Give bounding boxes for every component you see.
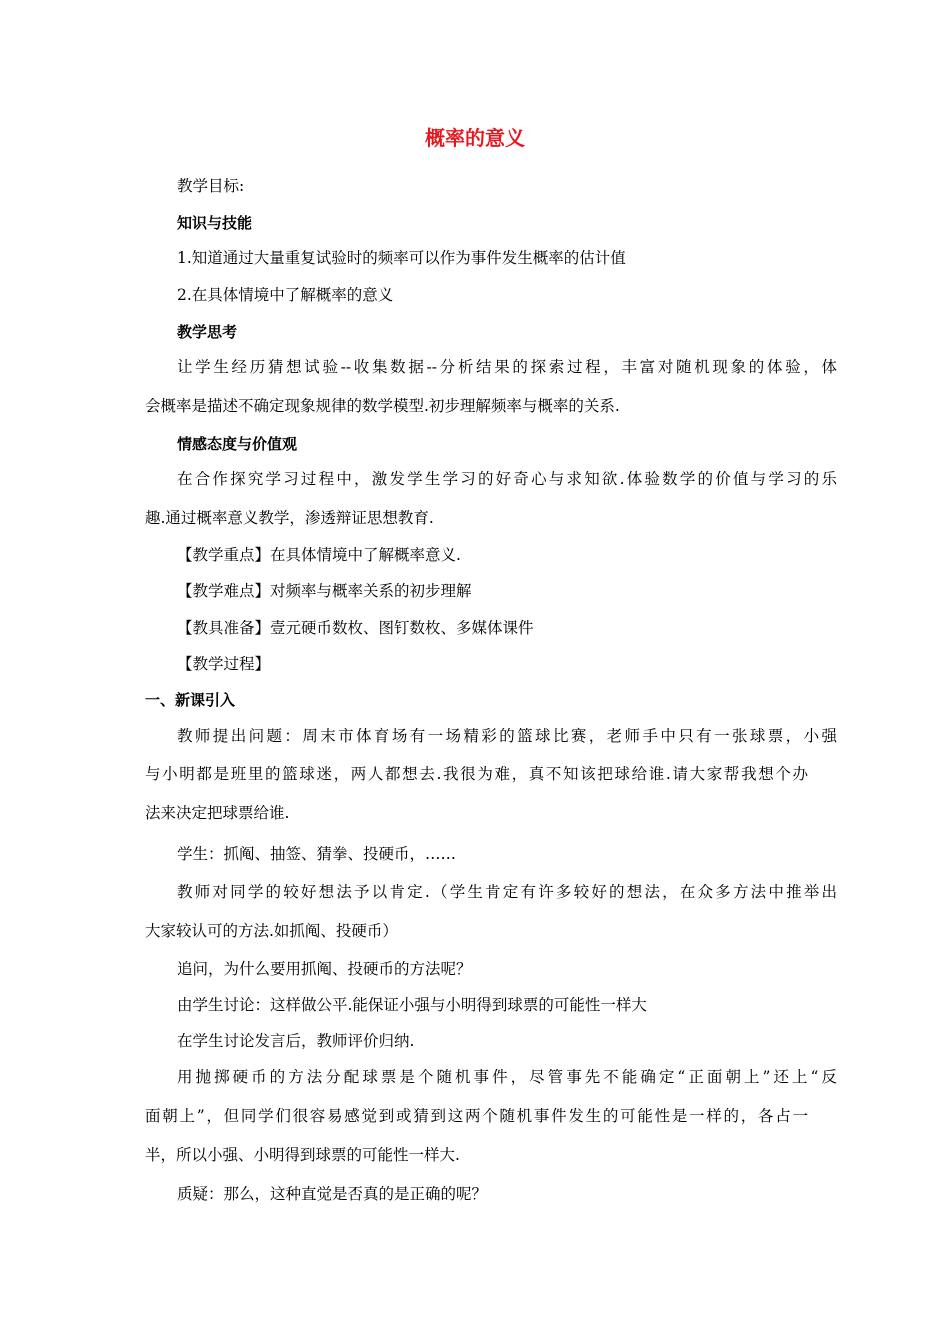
section-heading-intro: 一、新课引入 <box>145 691 236 709</box>
paragraph-line: 追问，为什么要用抓阄、投硬币的方法呢？ <box>177 960 472 978</box>
paragraph-line: 2.在具体情境中了解概率的意义 <box>177 286 394 304</box>
paragraph-line: 大家较认可的方法.如抓阄、投硬币） <box>145 922 398 940</box>
teaching-difficulty: 【教学难点】对频率与概率关系的初步理解 <box>177 582 472 600</box>
paragraph-line: 由学生讨论：这样做公平.能保证小强与小明得到球票的可能性一样大 <box>177 996 647 1014</box>
paragraph-line: 趣.通过概率意义教学，渗透辩证思想教育. <box>145 509 434 527</box>
paragraph-line: 在合作探究学习过程中，激发学生学习的好奇心与求知欲.体验数学的价值与学习的乐 <box>177 470 837 488</box>
paragraph-line: 1.知道通过大量重复试验时的频率可以作为事件发生概率的估计值 <box>177 249 626 267</box>
paragraph-line: 在学生讨论发言后，教师评价归纳. <box>177 1032 415 1050</box>
paragraph-line: 面朝上”，但同学们很容易感觉到或猜到这两个随机事件发生的可能性是一样的，各占一 <box>145 1107 808 1125</box>
paragraph-line: 质疑：那么，这种直觉是否真的是正确的呢？ <box>177 1185 488 1203</box>
teaching-materials: 【教具准备】壹元硬币数枚、图钉数枚、多媒体课件 <box>177 619 534 637</box>
paragraph-line: 教师提出问题：周末市体育场有一场精彩的篮球比赛，老师手中只有一张球票，小强 <box>177 727 837 745</box>
paragraph-line: 会概率是描述不确定现象规律的数学模型.初步理解频率与概率的关系. <box>145 397 620 415</box>
section-heading-attitude: 情感态度与价值观 <box>177 435 298 453</box>
paragraph-line: 让学生经历猜想试验--收集数据--分析结果的探索过程，丰富对随机现象的体验，体 <box>177 358 837 376</box>
teaching-process-label: 【教学过程】 <box>177 655 271 673</box>
paragraph-line: 教师对同学的较好想法予以肯定.（学生肯定有许多较好的想法，在众多方法中推举出 <box>177 883 837 901</box>
paragraph-line: 法来决定把球票给谁. <box>145 804 290 822</box>
page-title: 概率的意义 <box>425 126 525 150</box>
teaching-key-point: 【教学重点】在具体情境中了解概率意义. <box>177 546 461 564</box>
paragraph-line: 半，所以小强、小明得到球票的可能性一样大. <box>145 1146 460 1164</box>
paragraph-line: 用抛掷硬币的方法分配球票是个随机事件，尽管事先不能确定“正面朝上”还上“反 <box>177 1068 837 1086</box>
paragraph-line: 与小明都是班里的篮球迷，两人都想去.我很为难，真不知该把球给谁.请大家帮我想个办 <box>145 765 808 783</box>
teaching-goals-label: 教学目标: <box>177 177 245 195</box>
section-heading-thinking: 教学思考 <box>177 323 238 341</box>
paragraph-line: 学生：抓阄、抽签、猜拳、投硬币，…… <box>177 845 457 863</box>
section-heading-knowledge: 知识与技能 <box>177 214 253 232</box>
